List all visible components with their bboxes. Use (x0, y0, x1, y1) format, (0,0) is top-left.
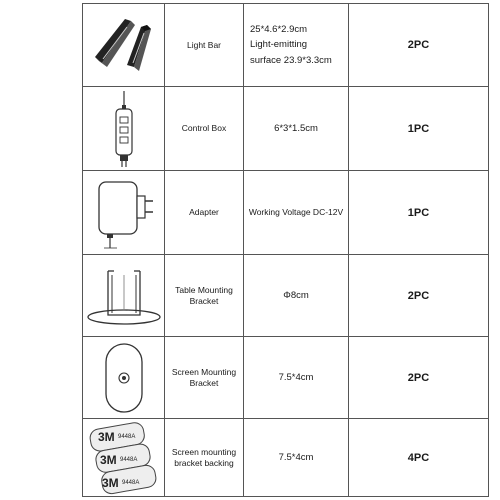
spec-line: surface 23.9*3.3cm (250, 54, 332, 66)
table-row (83, 87, 489, 171)
table-row (83, 171, 489, 255)
sticker-brand-1: 3M (97, 429, 115, 444)
sticker-brand-3: 3M (101, 475, 119, 490)
table-row (83, 4, 489, 87)
spec-line: Light-emitting (250, 39, 308, 51)
part-name: Table Mounting Bracket (165, 255, 244, 337)
part-qty: 2PC (349, 4, 489, 87)
part-name: Adapter (165, 171, 244, 255)
adhesive-backing-icon (88, 421, 160, 495)
row-image (83, 255, 165, 337)
part-spec (244, 171, 349, 255)
part-spec (244, 337, 349, 419)
light-bar-icon (89, 9, 159, 81)
row-image (83, 171, 165, 255)
row-image (83, 87, 165, 171)
spec-line: Working Voltage DC-12V (248, 206, 344, 217)
screen-bracket-icon (102, 342, 146, 414)
row-image (83, 337, 165, 419)
table-row (83, 419, 489, 497)
adapter-icon (91, 174, 157, 252)
part-qty: 1PC (349, 87, 489, 171)
spec-line: 25*4.6*2.9cm (250, 24, 308, 36)
part-spec (244, 87, 349, 171)
parts-table (82, 3, 489, 497)
spec-line: Φ8cm (283, 289, 309, 301)
part-qty: 1PC (349, 171, 489, 255)
part-spec (244, 4, 349, 87)
part-name: Screen mounting bracket backing (165, 419, 244, 497)
spec-line: 6*3*1.5cm (274, 122, 318, 134)
row-image (83, 4, 165, 87)
part-qty: 2PC (349, 337, 489, 419)
control-box-icon (104, 89, 144, 169)
row-image (83, 419, 165, 497)
part-name: Screen Mounting Bracket (165, 337, 244, 419)
part-qty: 4PC (349, 419, 489, 497)
sticker-code-3: 9448A (121, 479, 139, 486)
part-spec (244, 419, 349, 497)
part-name: Control Box (165, 87, 244, 171)
sticker-brand-2: 3M (99, 452, 117, 467)
spec-line: 7.5*4cm (278, 451, 314, 463)
part-name: Light Bar (165, 4, 244, 87)
part-spec (244, 255, 349, 337)
spec-line: 7.5*4cm (278, 371, 314, 383)
table-bracket-icon (84, 263, 164, 329)
sticker-code-2: 9448A (119, 456, 137, 463)
part-qty: 2PC (349, 255, 489, 337)
sticker-code-1: 9448A (117, 433, 135, 440)
table-row (83, 337, 489, 419)
table-row (83, 255, 489, 337)
